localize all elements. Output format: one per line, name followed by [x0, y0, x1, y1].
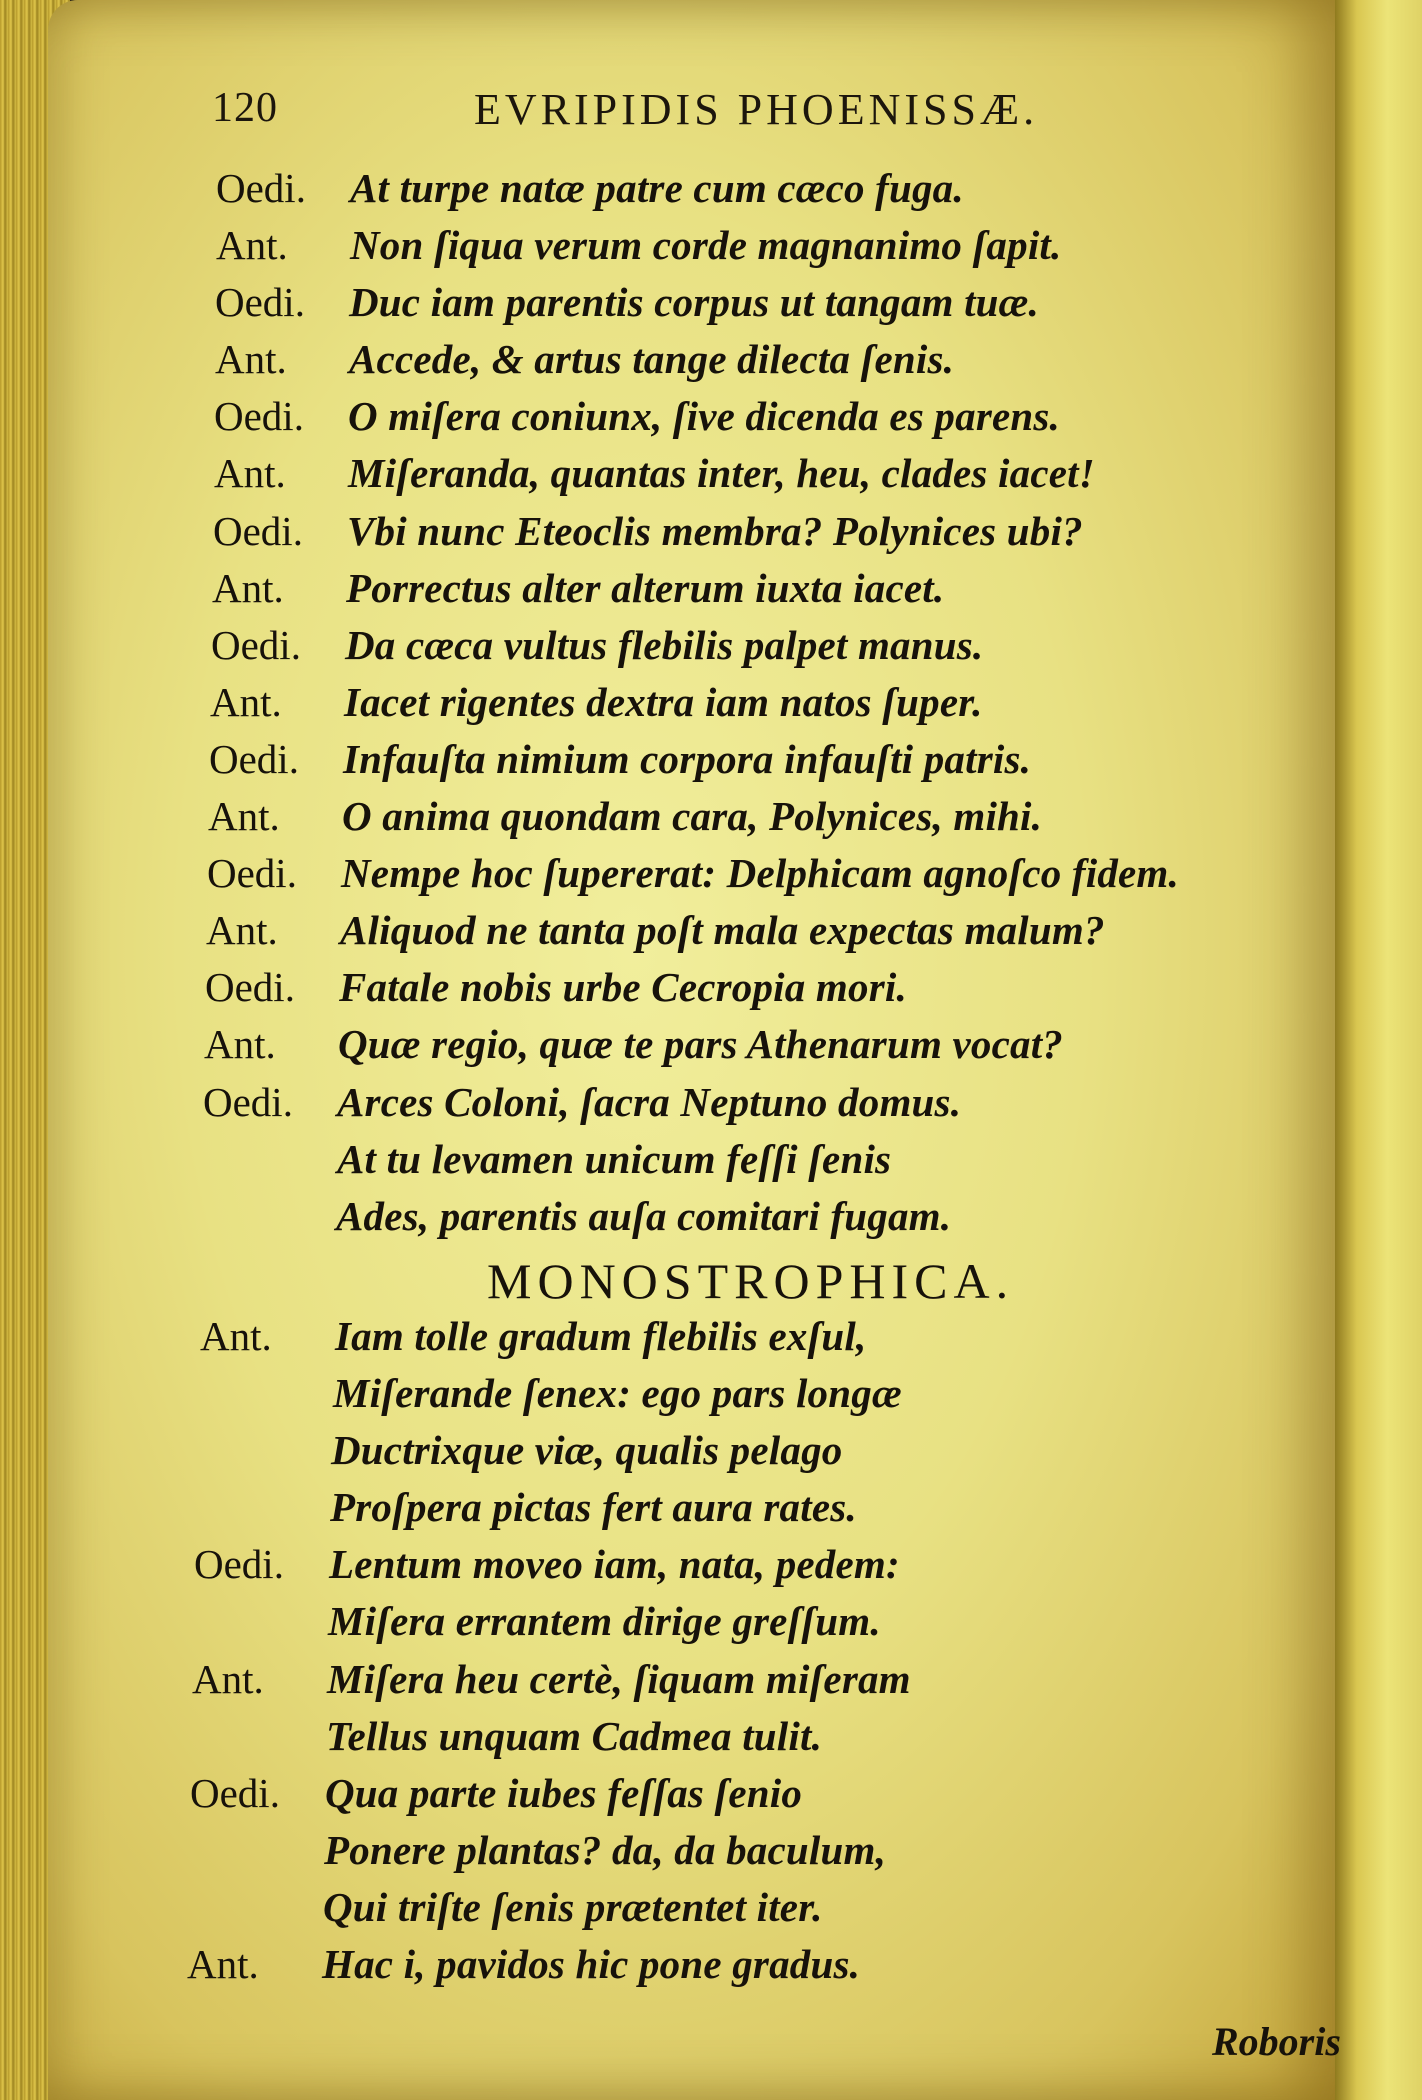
- verse-line: [0, 904, 1300, 961]
- verse-text-line: O miſera coniunx, ſive dicenda es parens.: [348, 393, 1060, 440]
- verse-text-line: Infauſta nimium corpora infauſti patris.: [343, 735, 1032, 782]
- verse-line: [0, 1424, 1300, 1481]
- verse-line: [0, 961, 1300, 1018]
- verse-line: [0, 619, 1300, 676]
- speaker-label: Oedi.: [215, 279, 305, 326]
- speaker-label: Oedi.: [213, 507, 303, 554]
- verse-text-line: Nempe hoc ſupererat: Delphicam agnoſco fidem.: [341, 850, 1179, 897]
- verse-line: [0, 1710, 1300, 1767]
- speaker-label: Ant.: [187, 1941, 259, 1988]
- verse-text-line: Qui triſte ſenis prætentet iter.: [323, 1883, 823, 1930]
- verse-text-line: O anima quondam cara, Polynices, mihi.: [342, 793, 1043, 840]
- verse-text-line: Duc iam parentis corpus ut tangam tuæ.: [349, 279, 1039, 326]
- dialogue-part-2: [0, 1310, 1300, 1995]
- verse-line: [0, 1595, 1300, 1652]
- speaker-label: Ant.: [210, 678, 282, 725]
- verse-line: [0, 1018, 1300, 1075]
- speaker-label: Oedi.: [203, 1078, 293, 1125]
- verse-text-line: Lentum moveo iam, nata, pedem:: [329, 1541, 900, 1588]
- verse-line: [0, 676, 1300, 733]
- speaker-label: Ant.: [216, 222, 288, 269]
- speaker-label: Oedi.: [216, 165, 306, 211]
- verse-line: [0, 1824, 1300, 1881]
- speaker-label: Oedi.: [205, 964, 295, 1011]
- speaker-label: Ant.: [208, 793, 280, 840]
- speaker-label: Oedi.: [211, 621, 301, 668]
- verse-line: [0, 162, 1300, 219]
- verse-line: [0, 390, 1300, 447]
- verse-text-line: Porrectus alter alterum iuxta iacet.: [346, 564, 945, 611]
- verse-line: [0, 447, 1300, 504]
- verse-line: [0, 1538, 1300, 1595]
- verse-line: [0, 1133, 1300, 1190]
- verse-line: [0, 1481, 1300, 1538]
- verse-text-line: Tellus unquam Cadmea tulit.: [326, 1712, 823, 1759]
- verse-text-line: Ponere plantas? da, da baculum,: [324, 1826, 887, 1873]
- verse-line: [0, 1190, 1300, 1247]
- facing-page: [1335, 0, 1422, 2100]
- verse-text-line: Ductrixque viæ, qualis pelago: [331, 1427, 843, 1474]
- verse-line: [0, 333, 1300, 390]
- verse-line: [0, 505, 1300, 562]
- verse-text-line: Quæ regio, quæ te pars Athenarum vocat?: [338, 1021, 1063, 1068]
- speaker-label: Ant.: [192, 1655, 264, 1702]
- speaker-label: Ant.: [204, 1021, 276, 1068]
- speaker-label: Oedi.: [207, 850, 297, 897]
- section-heading: MONOSTROPHICA.: [487, 1253, 1015, 1309]
- verse-line: [0, 1767, 1300, 1824]
- verse-line: [0, 847, 1300, 904]
- verse-text-line: Miſerande ſenex: ego pars longæ: [333, 1370, 902, 1417]
- catchword: Roboris: [1212, 2019, 1341, 2064]
- verse-line: [0, 562, 1300, 619]
- verse-line: [0, 1938, 1300, 1995]
- speaker-label: Ant.: [200, 1313, 272, 1359]
- verse-text-line: Miſera errantem dirige greſſum.: [328, 1598, 881, 1645]
- verse-text-line: Qua parte iubes feſſas ſenio: [325, 1769, 803, 1816]
- speaker-label: Oedi.: [194, 1541, 284, 1588]
- verse-line: [0, 1653, 1300, 1710]
- speaker-label: Oedi.: [214, 393, 304, 440]
- speaker-label: Ant.: [212, 564, 284, 611]
- verse-line: [0, 276, 1300, 333]
- speaker-label: Oedi.: [209, 735, 299, 782]
- verse-text-line: Miſera heu certè, ſiquam miſeram: [327, 1655, 911, 1702]
- verse-text-line: Iam tolle gradum flebilis exſul,: [335, 1313, 867, 1359]
- verse-text-line: At tu levamen unicum feſſi ſenis: [337, 1135, 892, 1182]
- verse-text-line: Iacet rigentes dextra iam natos ſuper.: [344, 678, 983, 725]
- verse-line: [0, 1881, 1300, 1938]
- speaker-label: Ant.: [214, 450, 286, 497]
- verse-line: [0, 1310, 1300, 1367]
- running-head: [212, 84, 1152, 144]
- verse-line: [0, 219, 1300, 276]
- verse-text-line: Accede, & artus tange dilecta ſenis.: [349, 336, 955, 383]
- verse-text-line: Hac i, pavidos hic pone gradus.: [322, 1941, 861, 1988]
- verse-text-line: Proſpera pictas fert aura rates.: [330, 1484, 857, 1531]
- verse-text-line: Ades, parentis auſa comitari fugam.: [336, 1192, 952, 1239]
- speaker-label: Ant.: [206, 907, 278, 954]
- verse-line: [0, 1367, 1300, 1424]
- speaker-label: Oedi.: [190, 1769, 280, 1816]
- verse-line: [0, 1076, 1300, 1133]
- page-number: 120: [212, 85, 278, 131]
- verse-text-line: Fatale nobis urbe Cecropia mori.: [339, 964, 907, 1011]
- verse-line: [0, 790, 1300, 847]
- speaker-label: Ant.: [215, 336, 287, 383]
- verse-text-line: Non ſiqua verum corde magnanimo ſapit.: [350, 222, 1062, 269]
- verse-text-line: Aliquod ne tanta poſt mala expectas malum?: [340, 907, 1105, 954]
- verse-text-line: At turpe natæ patre cum cæco fuga.: [350, 165, 964, 211]
- verse-text-line: Da cæca vultus flebilis palpet manus.: [345, 621, 984, 668]
- verse-text-line: Vbi nunc Eteoclis membra? Polynices ubi?: [347, 507, 1083, 554]
- dialogue-part-1: [0, 162, 1300, 1247]
- verse-text-line: Miſeranda, quantas inter, heu, clades iacet!: [348, 450, 1095, 497]
- verse-text-line: Arces Coloni, ſacra Neptuno domus.: [337, 1078, 962, 1125]
- verse-line: [0, 733, 1300, 790]
- running-title: EVRIPIDIS PHOENISSÆ.: [474, 85, 1039, 134]
